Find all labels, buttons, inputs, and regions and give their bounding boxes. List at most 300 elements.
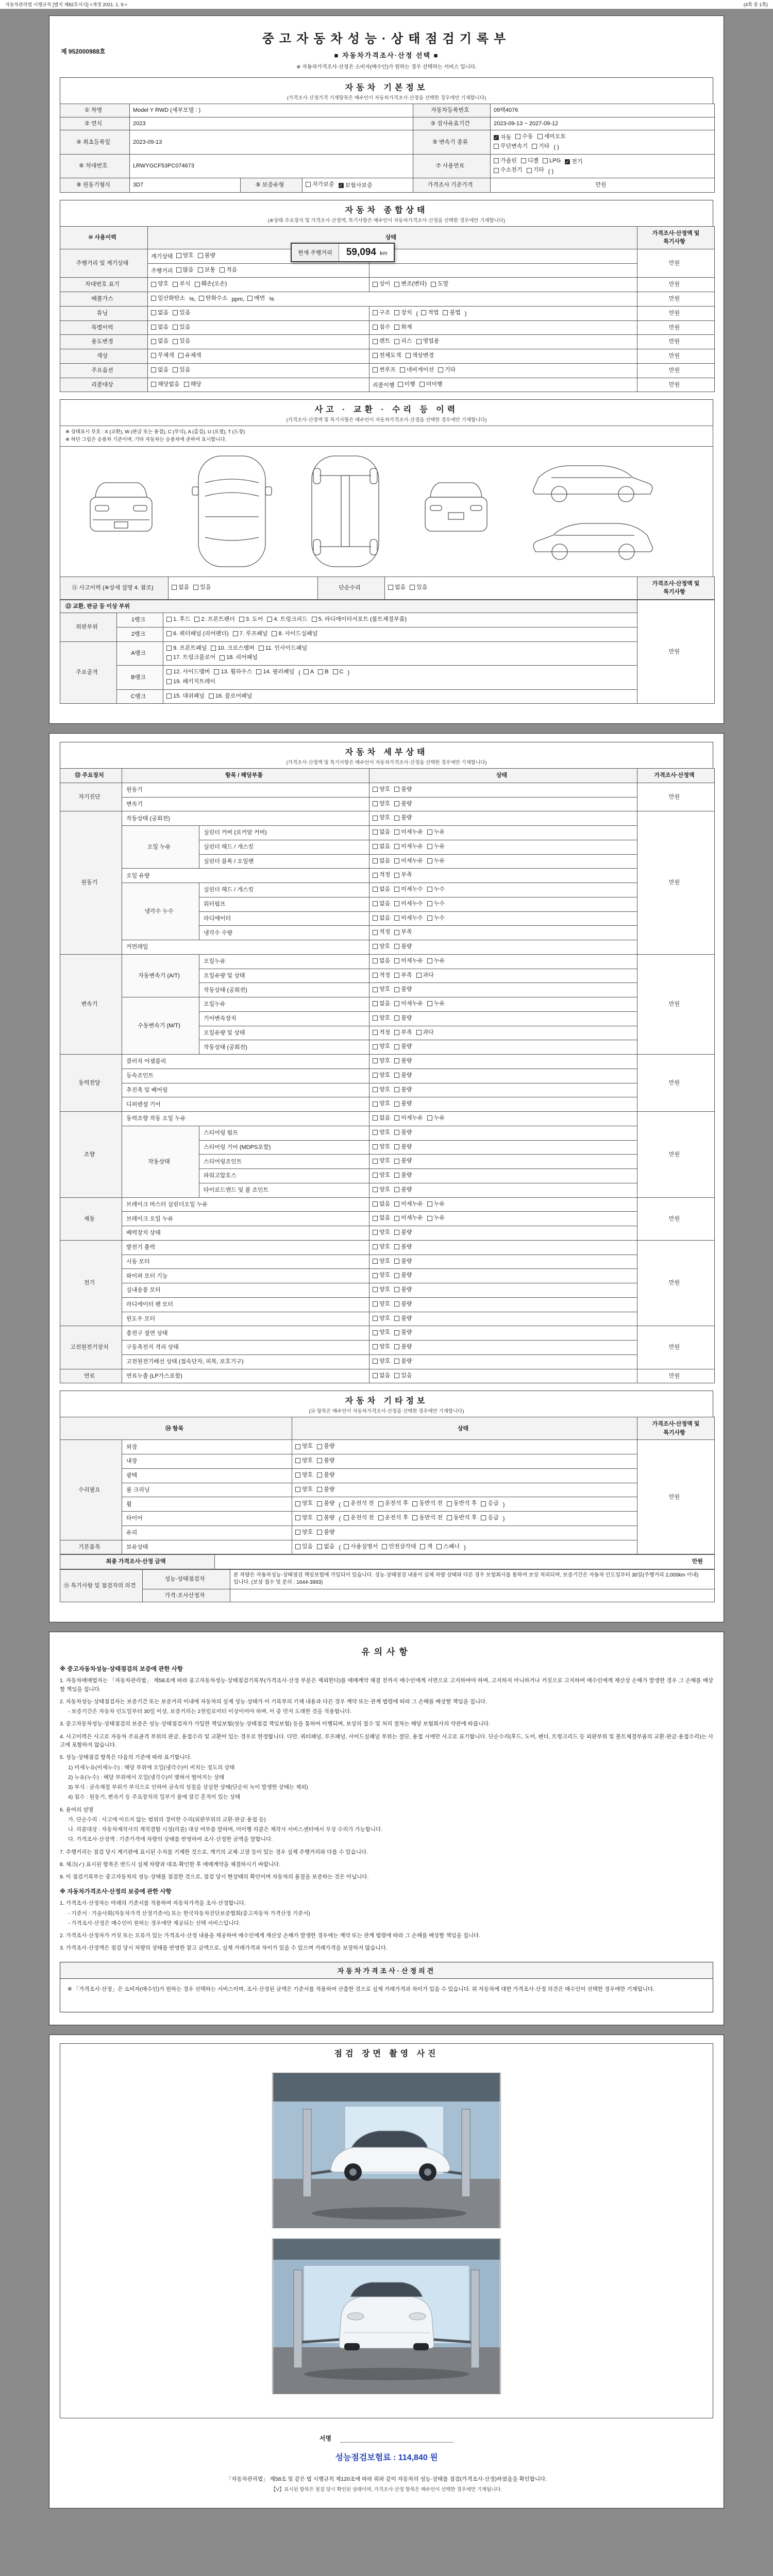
- checkbox-icon[interactable]: [373, 858, 378, 863]
- checkbox-option[interactable]: [394, 1314, 412, 1323]
- checkbox-icon[interactable]: [394, 858, 399, 863]
- checkbox-option[interactable]: [166, 630, 229, 638]
- checkbox-option[interactable]: [373, 999, 390, 1008]
- checkbox-option[interactable]: [173, 280, 190, 289]
- checkbox-icon[interactable]: [373, 353, 378, 358]
- checkbox-icon[interactable]: [543, 158, 548, 163]
- checkbox-icon[interactable]: [394, 1130, 399, 1135]
- checkbox-option[interactable]: [494, 157, 517, 165]
- checkbox-icon[interactable]: [382, 1544, 387, 1549]
- checkbox-icon[interactable]: [394, 1373, 399, 1378]
- checkbox-option[interactable]: [394, 323, 412, 332]
- checkbox-option[interactable]: [412, 1514, 443, 1522]
- checkbox-icon[interactable]: [394, 1073, 399, 1078]
- checkbox-option[interactable]: [394, 1114, 423, 1123]
- checkbox-option[interactable]: [373, 1185, 390, 1194]
- checkbox-icon[interactable]: [295, 1444, 300, 1449]
- checkbox-option[interactable]: [394, 1086, 412, 1094]
- checkbox-option[interactable]: [373, 323, 390, 332]
- checkbox-option[interactable]: [394, 785, 412, 794]
- checkbox-option[interactable]: [151, 280, 169, 289]
- checkbox-option[interactable]: [317, 1471, 334, 1480]
- checkbox-option[interactable]: [259, 644, 307, 653]
- checkbox-option[interactable]: [214, 668, 252, 676]
- checkbox-icon[interactable]: [317, 1472, 322, 1478]
- checkbox-icon[interactable]: [373, 1330, 378, 1335]
- checkbox-icon[interactable]: [373, 930, 378, 935]
- checkbox-icon[interactable]: [267, 617, 272, 622]
- checkbox-icon[interactable]: [373, 958, 378, 963]
- checkbox-icon[interactable]: [427, 916, 432, 921]
- checkbox-icon[interactable]: [394, 801, 399, 806]
- checkbox-option[interactable]: [318, 668, 328, 676]
- checkbox-icon[interactable]: [394, 1344, 399, 1349]
- checkbox-icon[interactable]: [151, 339, 156, 344]
- checkbox-option[interactable]: [344, 1543, 378, 1551]
- checkbox-option[interactable]: [166, 677, 215, 686]
- checkbox-icon[interactable]: [373, 1101, 378, 1107]
- checkbox-icon[interactable]: [394, 1015, 399, 1021]
- checkbox-icon[interactable]: [394, 1330, 399, 1335]
- checkbox-icon[interactable]: [373, 367, 378, 372]
- checkbox-option[interactable]: [394, 1157, 412, 1165]
- checkbox-icon[interactable]: [317, 1544, 322, 1549]
- checkbox-option[interactable]: [176, 251, 194, 260]
- checkbox-option[interactable]: [394, 1171, 412, 1180]
- checkbox-icon[interactable]: [394, 901, 399, 906]
- checkbox-icon[interactable]: [394, 339, 399, 344]
- checkbox-option[interactable]: [394, 928, 412, 937]
- checkbox-option[interactable]: [373, 942, 390, 951]
- checkbox-option[interactable]: [373, 1228, 390, 1237]
- checkbox-icon[interactable]: [394, 1287, 399, 1292]
- checkbox-option[interactable]: [184, 380, 201, 389]
- checkbox-icon[interactable]: [295, 1501, 300, 1506]
- checkbox-option[interactable]: [373, 1271, 390, 1280]
- checkbox-option[interactable]: [543, 157, 561, 165]
- checkbox-option[interactable]: [295, 1528, 313, 1537]
- checkbox-icon[interactable]: [373, 1015, 378, 1021]
- checkbox-option[interactable]: [373, 1243, 390, 1251]
- checkbox-option[interactable]: [537, 132, 566, 141]
- checkbox-option[interactable]: [220, 653, 258, 662]
- checkbox-option[interactable]: [172, 583, 189, 592]
- checkbox-option[interactable]: [412, 1499, 443, 1508]
- checkbox-option[interactable]: [373, 1328, 390, 1337]
- checkbox-option[interactable]: [394, 337, 412, 346]
- checkbox-option[interactable]: [373, 1028, 390, 1037]
- checkbox-option[interactable]: [427, 1214, 445, 1223]
- checkbox-option[interactable]: [427, 842, 445, 851]
- checkbox-icon[interactable]: [272, 631, 277, 636]
- checkbox-option[interactable]: [394, 842, 423, 851]
- checkbox-option[interactable]: [394, 1257, 412, 1266]
- checkbox-option[interactable]: [394, 942, 412, 951]
- checkbox-option[interactable]: [220, 266, 237, 275]
- checkbox-icon[interactable]: [317, 1444, 322, 1449]
- checkbox-option[interactable]: [394, 1228, 412, 1237]
- checkbox-option[interactable]: [394, 1014, 412, 1023]
- checkbox-icon[interactable]: [373, 801, 378, 806]
- checkbox-icon[interactable]: [373, 973, 378, 978]
- checkbox-option[interactable]: [295, 1456, 313, 1465]
- checkbox-option[interactable]: [447, 1514, 477, 1522]
- checkbox-option[interactable]: [447, 1499, 477, 1508]
- checkbox-icon[interactable]: [394, 1230, 399, 1235]
- checkbox-option[interactable]: [317, 1456, 334, 1465]
- checkbox-icon[interactable]: [373, 873, 378, 878]
- checkbox-icon[interactable]: [373, 1301, 378, 1307]
- checkbox-icon[interactable]: [373, 1273, 378, 1278]
- checkbox-icon[interactable]: [394, 1359, 399, 1364]
- checkbox-icon[interactable]: [481, 1515, 486, 1520]
- checkbox-icon[interactable]: [373, 987, 378, 992]
- checkbox-option[interactable]: [373, 828, 390, 837]
- checkbox-icon[interactable]: [373, 1259, 378, 1264]
- checkbox-icon[interactable]: [494, 144, 499, 149]
- checkbox-option[interactable]: [317, 1442, 334, 1451]
- checkbox-option[interactable]: [420, 1543, 432, 1551]
- checkbox-icon[interactable]: [193, 585, 198, 590]
- checkbox-option[interactable]: [398, 380, 415, 389]
- checkbox-icon[interactable]: [295, 1544, 300, 1549]
- checkbox-option[interactable]: [151, 351, 174, 360]
- checkbox-option[interactable]: [494, 133, 511, 142]
- checkbox-icon[interactable]: [373, 1001, 378, 1006]
- checkbox-icon[interactable]: [388, 585, 393, 590]
- checkbox-icon[interactable]: [394, 1173, 399, 1178]
- checkbox-option[interactable]: [394, 885, 423, 894]
- checkbox-icon[interactable]: [256, 669, 261, 674]
- checkbox-option[interactable]: [427, 885, 445, 894]
- checkbox-option[interactable]: [373, 309, 390, 317]
- checkbox-option[interactable]: [394, 1143, 412, 1151]
- checkbox-option[interactable]: [295, 1543, 313, 1551]
- checkbox-option[interactable]: [373, 857, 390, 866]
- checkbox-icon[interactable]: [527, 168, 532, 173]
- checkbox-option[interactable]: [373, 1057, 390, 1065]
- checkbox-icon[interactable]: [394, 1187, 399, 1192]
- checkbox-option[interactable]: [151, 380, 180, 389]
- checkbox-icon[interactable]: [295, 1515, 300, 1520]
- checkbox-option[interactable]: [427, 828, 445, 837]
- checkbox-icon[interactable]: [166, 646, 172, 651]
- checkbox-option[interactable]: [333, 668, 344, 676]
- checkbox-icon[interactable]: [394, 930, 399, 935]
- checkbox-option[interactable]: [373, 1214, 390, 1223]
- checkbox-option[interactable]: [416, 1028, 434, 1037]
- checkbox-icon[interactable]: [373, 1073, 378, 1078]
- checkbox-icon[interactable]: [373, 1044, 378, 1049]
- checkbox-icon[interactable]: [394, 1144, 399, 1149]
- checkbox-icon[interactable]: [427, 1115, 432, 1121]
- checkbox-option[interactable]: [272, 630, 317, 638]
- checkbox-option[interactable]: [373, 971, 390, 980]
- checkbox-icon[interactable]: [373, 1230, 378, 1235]
- checkbox-option[interactable]: [373, 785, 390, 794]
- checkbox-icon[interactable]: [373, 282, 378, 287]
- checkbox-option[interactable]: [317, 1514, 334, 1522]
- checkbox-option[interactable]: [373, 871, 390, 879]
- checkbox-icon[interactable]: [394, 1001, 399, 1006]
- checkbox-icon[interactable]: [344, 1515, 349, 1520]
- checkbox-icon[interactable]: [373, 1201, 378, 1207]
- checkbox-icon[interactable]: [427, 858, 432, 863]
- checkbox-icon[interactable]: [373, 1030, 378, 1035]
- checkbox-icon[interactable]: [521, 158, 526, 163]
- checkbox-option[interactable]: [481, 1499, 498, 1508]
- checkbox-option[interactable]: [373, 1143, 390, 1151]
- checkbox-option[interactable]: [239, 615, 263, 624]
- checkbox-icon[interactable]: [394, 282, 399, 287]
- checkbox-option[interactable]: [419, 380, 443, 389]
- checkbox-icon[interactable]: [295, 1487, 300, 1492]
- checkbox-icon[interactable]: [173, 282, 178, 287]
- checkbox-option[interactable]: [394, 900, 423, 908]
- checkbox-option[interactable]: [416, 337, 440, 346]
- checkbox-option[interactable]: [373, 1099, 390, 1108]
- checkbox-icon[interactable]: [427, 829, 432, 835]
- checkbox-option[interactable]: [344, 1514, 374, 1522]
- checkbox-option[interactable]: [295, 1485, 313, 1494]
- checkbox-icon[interactable]: [166, 693, 172, 699]
- checkbox-option[interactable]: [373, 900, 390, 908]
- checkbox-icon[interactable]: [427, 1201, 432, 1207]
- checkbox-icon[interactable]: [166, 631, 172, 636]
- checkbox-option[interactable]: [394, 1028, 412, 1037]
- checkbox-option[interactable]: [317, 1485, 334, 1494]
- checkbox-icon[interactable]: [373, 310, 378, 315]
- checkbox-icon[interactable]: [195, 282, 200, 287]
- checkbox-option[interactable]: [394, 828, 423, 837]
- checkbox-icon[interactable]: [438, 367, 443, 372]
- checkbox-option[interactable]: [166, 615, 190, 624]
- checkbox-option[interactable]: [198, 266, 215, 275]
- checkbox-icon[interactable]: [317, 1458, 322, 1463]
- checkbox-option[interactable]: [410, 583, 427, 592]
- checkbox-option[interactable]: [373, 957, 390, 965]
- checkbox-option[interactable]: [394, 999, 423, 1008]
- checkbox-icon[interactable]: [373, 829, 378, 835]
- checkbox-icon[interactable]: [295, 1530, 300, 1535]
- checkbox-icon[interactable]: [410, 585, 415, 590]
- checkbox-icon[interactable]: [373, 887, 378, 892]
- checkbox-icon[interactable]: [427, 1216, 432, 1221]
- checkbox-option[interactable]: [394, 1357, 412, 1366]
- checkbox-icon[interactable]: [431, 282, 436, 287]
- checkbox-option[interactable]: [521, 157, 539, 165]
- checkbox-icon[interactable]: [394, 1301, 399, 1307]
- checkbox-option[interactable]: [494, 166, 523, 175]
- checkbox-option[interactable]: [373, 914, 390, 923]
- checkbox-icon[interactable]: [173, 310, 178, 315]
- checkbox-icon[interactable]: [494, 158, 499, 163]
- checkbox-option[interactable]: [394, 1343, 412, 1351]
- checkbox-icon[interactable]: [373, 1058, 378, 1063]
- checkbox-option[interactable]: [394, 309, 412, 317]
- checkbox-icon[interactable]: [394, 873, 399, 878]
- checkbox-icon[interactable]: [394, 1259, 399, 1264]
- checkbox-option[interactable]: [373, 1071, 390, 1080]
- checkbox-icon[interactable]: [373, 1373, 378, 1378]
- checkbox-option[interactable]: [151, 294, 185, 303]
- checkbox-option[interactable]: [481, 1514, 498, 1522]
- checkbox-icon[interactable]: [373, 1130, 378, 1135]
- checkbox-icon[interactable]: [427, 958, 432, 963]
- checkbox-icon[interactable]: [166, 679, 172, 684]
- checkbox-option[interactable]: [394, 1099, 412, 1108]
- checkbox-option[interactable]: [317, 1499, 334, 1508]
- checkbox-icon[interactable]: [443, 310, 448, 315]
- checkbox-icon[interactable]: [184, 382, 189, 387]
- checkbox-icon[interactable]: [373, 916, 378, 921]
- checkbox-icon[interactable]: [406, 353, 411, 358]
- checkbox-icon[interactable]: [436, 1544, 442, 1549]
- checkbox-icon[interactable]: [373, 1159, 378, 1164]
- checkbox-icon[interactable]: [398, 382, 403, 387]
- checkbox-icon[interactable]: [259, 646, 264, 651]
- checkbox-option[interactable]: [199, 294, 228, 303]
- checkbox-option[interactable]: [373, 1285, 390, 1294]
- checkbox-icon[interactable]: [166, 669, 172, 674]
- checkbox-icon[interactable]: [378, 1515, 383, 1520]
- checkbox-icon[interactable]: [412, 1501, 417, 1506]
- checkbox-option[interactable]: [394, 985, 412, 994]
- checkbox-icon[interactable]: [394, 787, 399, 792]
- checkbox-icon[interactable]: [373, 1173, 378, 1178]
- checkbox-icon[interactable]: [394, 1058, 399, 1063]
- checkbox-option[interactable]: [209, 692, 252, 701]
- checkbox-option[interactable]: [166, 653, 215, 662]
- checkbox-option[interactable]: [394, 1214, 423, 1223]
- checkbox-icon[interactable]: [373, 816, 378, 821]
- checkbox-icon[interactable]: [373, 1087, 378, 1092]
- checkbox-icon[interactable]: [394, 1159, 399, 1164]
- checkbox-option[interactable]: [394, 800, 412, 808]
- checkbox-icon[interactable]: [239, 617, 244, 622]
- checkbox-icon[interactable]: [211, 646, 216, 651]
- checkbox-icon[interactable]: [394, 310, 399, 315]
- checkbox-icon[interactable]: [537, 134, 543, 139]
- checkbox-option[interactable]: [394, 1128, 412, 1137]
- checkbox-option[interactable]: [256, 668, 294, 676]
- checkbox-option[interactable]: [233, 630, 268, 638]
- checkbox-icon[interactable]: [198, 267, 203, 273]
- checkbox-icon[interactable]: [172, 585, 177, 590]
- checkbox-icon[interactable]: [427, 887, 432, 892]
- checkbox-icon[interactable]: [394, 325, 399, 330]
- checkbox-option[interactable]: [373, 842, 390, 851]
- checkbox-icon[interactable]: [394, 1044, 399, 1049]
- checkbox-icon[interactable]: [194, 617, 199, 622]
- checkbox-option[interactable]: [394, 1328, 412, 1337]
- checkbox-icon[interactable]: [394, 916, 399, 921]
- checkbox-icon[interactable]: [373, 1359, 378, 1364]
- checkbox-option[interactable]: [515, 132, 533, 141]
- checkbox-option[interactable]: [373, 1343, 390, 1351]
- checkbox-option[interactable]: [394, 814, 412, 822]
- checkbox-option[interactable]: [427, 1200, 445, 1209]
- checkbox-option[interactable]: [394, 1057, 412, 1065]
- checkbox-option[interactable]: [166, 668, 210, 676]
- checkbox-option[interactable]: [373, 1314, 390, 1323]
- checkbox-icon[interactable]: [416, 973, 422, 978]
- checkbox-icon[interactable]: [394, 816, 399, 821]
- checkbox-option[interactable]: [394, 280, 427, 289]
- checkbox-icon[interactable]: [373, 339, 378, 344]
- checkbox-icon[interactable]: [394, 944, 399, 949]
- checkbox-icon[interactable]: [373, 1244, 378, 1249]
- checkbox-option[interactable]: [306, 180, 334, 189]
- checkbox-option[interactable]: [431, 280, 448, 289]
- checkbox-option[interactable]: [373, 1014, 390, 1023]
- checkbox-icon[interactable]: [317, 1530, 322, 1535]
- checkbox-icon[interactable]: [209, 693, 214, 699]
- checkbox-icon[interactable]: [373, 787, 378, 792]
- checkbox-icon[interactable]: [394, 1101, 399, 1107]
- checkbox-checked-icon[interactable]: ✓: [339, 183, 343, 189]
- checkbox-option[interactable]: [394, 1200, 423, 1209]
- checkbox-icon[interactable]: [295, 1458, 300, 1463]
- checkbox-icon[interactable]: [373, 1115, 378, 1121]
- checkbox-option[interactable]: [173, 309, 190, 317]
- checkbox-option[interactable]: [373, 351, 401, 360]
- checkbox-option[interactable]: [421, 309, 439, 317]
- checkbox-option[interactable]: [317, 1543, 334, 1551]
- checkbox-option[interactable]: [394, 1071, 412, 1080]
- checkbox-icon[interactable]: [481, 1501, 486, 1506]
- checkbox-option[interactable]: [373, 800, 390, 808]
- checkbox-option[interactable]: [173, 337, 190, 346]
- checkbox-option[interactable]: [151, 323, 169, 332]
- checkbox-icon[interactable]: [333, 669, 338, 674]
- checkbox-icon[interactable]: [166, 655, 172, 660]
- checkbox-option[interactable]: [373, 1371, 390, 1380]
- checkbox-option[interactable]: [373, 1300, 390, 1309]
- checkbox-icon[interactable]: [394, 1316, 399, 1321]
- checkbox-option[interactable]: [406, 351, 434, 360]
- checkbox-option[interactable]: [532, 142, 549, 151]
- checkbox-option[interactable]: [195, 280, 227, 289]
- checkbox-icon[interactable]: [151, 310, 156, 315]
- checkbox-icon[interactable]: [373, 901, 378, 906]
- checkbox-option[interactable]: [494, 142, 528, 151]
- checkbox-icon[interactable]: [198, 253, 203, 258]
- checkbox-option[interactable]: [565, 158, 582, 166]
- checkbox-icon[interactable]: [373, 1344, 378, 1349]
- checkbox-option[interactable]: [373, 1257, 390, 1266]
- checkbox-option[interactable]: [373, 1114, 390, 1123]
- checkbox-option[interactable]: [373, 885, 390, 894]
- checkbox-option[interactable]: [151, 337, 169, 346]
- checkbox-option[interactable]: [339, 181, 373, 190]
- checkbox-icon[interactable]: [394, 973, 399, 978]
- checkbox-option[interactable]: [427, 857, 445, 866]
- checkbox-icon[interactable]: [306, 182, 311, 187]
- checkbox-icon[interactable]: [378, 1501, 383, 1506]
- checkbox-option[interactable]: [151, 309, 169, 317]
- checkbox-icon[interactable]: [151, 282, 156, 287]
- checkbox-option[interactable]: [211, 644, 254, 653]
- checkbox-icon[interactable]: [394, 887, 399, 892]
- checkbox-option[interactable]: [173, 323, 190, 332]
- checkbox-option[interactable]: [438, 366, 456, 375]
- checkbox-option[interactable]: [427, 999, 445, 1008]
- checkbox-option[interactable]: [373, 1128, 390, 1137]
- checkbox-icon[interactable]: [373, 844, 378, 849]
- checkbox-option[interactable]: [373, 928, 390, 937]
- checkbox-option[interactable]: [394, 1243, 412, 1251]
